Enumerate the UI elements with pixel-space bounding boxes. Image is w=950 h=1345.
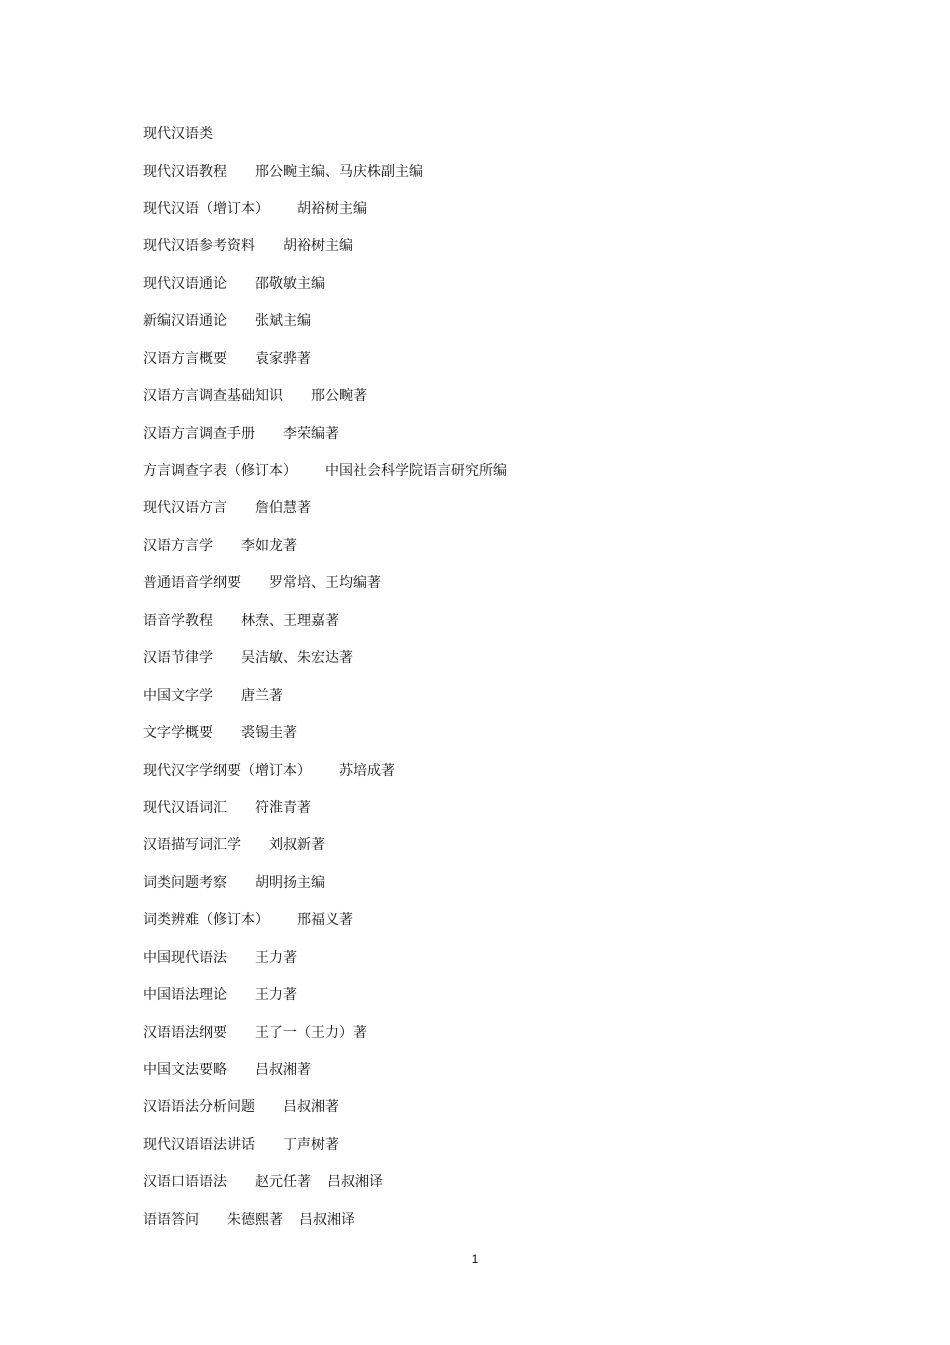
- list-item: [143, 1060, 863, 1097]
- list-item: [143, 910, 863, 947]
- book-author: 胡裕树主编: [297, 200, 367, 217]
- book-author: 中国社会科学院语言研究所编: [325, 463, 507, 479]
- book-title: 汉语方言调查基础知识: [143, 388, 283, 405]
- book-title: 新编汉语通论: [143, 313, 227, 330]
- book-title: 汉语节律学: [143, 650, 213, 667]
- book-title: 现代汉语通论: [143, 275, 227, 292]
- list-item: [143, 723, 863, 760]
- list-item: [143, 199, 863, 236]
- list-item: [143, 985, 863, 1022]
- list-item: [143, 573, 863, 610]
- book-title: 普通语音学纲要: [143, 575, 241, 592]
- book-author: 胡明扬主编: [255, 874, 325, 891]
- list-item: [143, 873, 863, 910]
- book-author: 林焘、王理嘉著: [241, 612, 339, 629]
- book-author: 裘锡圭著: [241, 725, 297, 742]
- list-item: [143, 761, 863, 798]
- book-author: 唐兰著: [241, 687, 283, 704]
- book-author: 李荣编著: [283, 425, 339, 442]
- list-item: [143, 461, 863, 498]
- list-item: [143, 274, 863, 311]
- book-author: 赵元任著: [255, 1174, 311, 1191]
- book-author: 袁家骅著: [255, 350, 311, 367]
- list-item: [143, 798, 863, 835]
- list-item: [143, 1210, 863, 1247]
- list-item: [143, 1097, 863, 1134]
- book-title: 中国现代语法: [143, 949, 227, 966]
- book-translator: 吕叔湘译: [327, 1174, 383, 1191]
- book-author: 张斌主编: [255, 313, 311, 330]
- book-author: 苏培成著: [339, 762, 395, 779]
- list-item: [143, 648, 863, 685]
- list-item: [143, 536, 863, 573]
- book-author: 詹伯慧著: [255, 500, 311, 517]
- book-title: 汉语方言学: [143, 537, 213, 554]
- book-title: 汉语语法纲要: [143, 1024, 227, 1041]
- book-author: 李如龙著: [241, 537, 297, 554]
- list-item: [143, 162, 863, 199]
- book-author: 王了一（王力）著: [255, 1024, 367, 1041]
- book-title: 汉语方言概要: [143, 350, 227, 367]
- list-item: [143, 611, 863, 648]
- book-title: 现代汉语参考资料: [143, 238, 255, 255]
- book-title: 汉语语法分析问题: [143, 1099, 255, 1116]
- book-title: 中国文法要略: [143, 1062, 227, 1078]
- book-title: 现代汉语教程: [143, 163, 227, 180]
- book-author: 邢公畹著: [311, 388, 367, 405]
- book-title: 汉语方言调查手册: [143, 425, 255, 442]
- document-body: [143, 124, 863, 1247]
- book-author: 吴洁敏、朱宏达著: [241, 650, 353, 667]
- book-author: 邵敬敏主编: [255, 275, 325, 292]
- book-author: 邢福义著: [297, 912, 353, 929]
- list-item: [143, 948, 863, 985]
- section-heading: 现代汉语类: [143, 126, 213, 142]
- book-title: 现代汉语语法讲话: [143, 1136, 255, 1153]
- book-author: 刘叔新著: [269, 837, 325, 854]
- book-title: 方言调查字表（修订本）: [143, 463, 297, 479]
- book-author: 邢公畹主编、马庆株副主编: [255, 163, 423, 180]
- book-title: 现代汉语方言: [143, 500, 227, 517]
- page-number: 1: [471, 1252, 479, 1266]
- book-author: 王力著: [255, 949, 297, 966]
- book-title: 文字学概要: [143, 725, 213, 742]
- book-title: 现代汉语（增订本）: [143, 200, 269, 217]
- list-item: [143, 349, 863, 386]
- book-title: 汉语描写词汇学: [143, 837, 241, 854]
- book-title: 汉语口语语法: [143, 1174, 227, 1191]
- book-title: 中国文字学: [143, 687, 213, 704]
- book-translator: 吕叔湘译: [299, 1211, 355, 1228]
- book-title: 词类问题考察: [143, 874, 227, 891]
- book-title: 现代汉语词汇: [143, 799, 227, 816]
- book-title: 词类辨难（修订本）: [143, 912, 269, 929]
- list-item: [143, 1023, 863, 1060]
- book-author: 符淮青著: [255, 799, 311, 816]
- book-author: 胡裕树主编: [283, 238, 353, 255]
- book-author: 吕叔湘著: [283, 1099, 339, 1116]
- book-author: 吕叔湘著: [255, 1062, 311, 1078]
- book-title: 现代汉字学纲要（增订本）: [143, 762, 311, 779]
- list-item: [143, 1172, 863, 1209]
- book-author: 丁声树著: [283, 1136, 339, 1153]
- list-item: [143, 498, 863, 535]
- list-item: [143, 835, 863, 872]
- book-title: 语语答问: [143, 1211, 199, 1228]
- list-item: [143, 424, 863, 461]
- list-item: [143, 311, 863, 348]
- book-list: [143, 162, 863, 1248]
- list-item: [143, 686, 863, 723]
- book-author: 罗常培、王均编著: [269, 575, 381, 592]
- list-item: [143, 1135, 863, 1172]
- book-author: 王力著: [255, 987, 297, 1004]
- book-title: 语音学教程: [143, 612, 213, 629]
- book-author: 朱德熙著: [227, 1211, 283, 1228]
- book-title: 中国语法理论: [143, 987, 227, 1004]
- list-item: [143, 386, 863, 423]
- list-item: [143, 236, 863, 273]
